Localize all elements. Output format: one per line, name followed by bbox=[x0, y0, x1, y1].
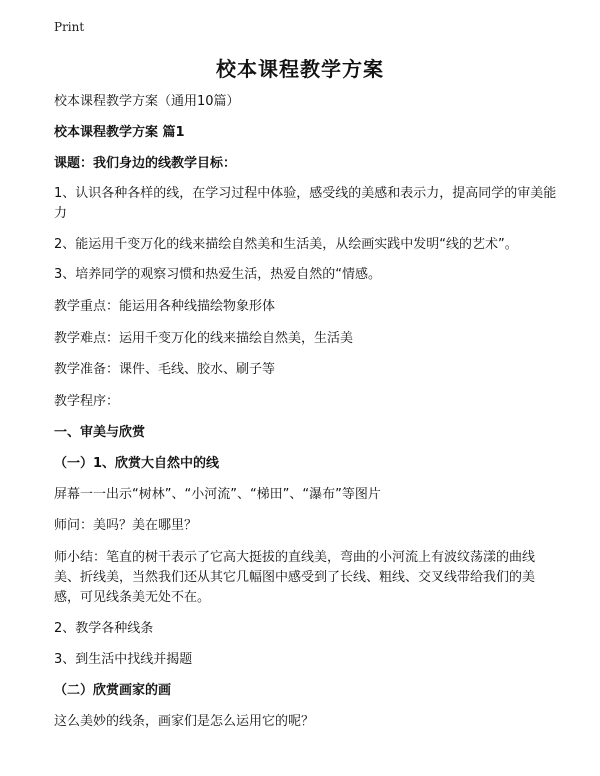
closing-question: 这么美妙的线条，画家们是怎么运用它的呢？ bbox=[54, 714, 315, 729]
teacher-question: 师问：美吗？美在哪里？ bbox=[54, 518, 198, 533]
key-point: 教学重点：能运用各种线描绘物象形体 bbox=[54, 299, 276, 314]
subsection-1-heading: （一）1、欣赏大自然中的线 bbox=[54, 456, 220, 471]
subtitle-line: 校本课程教学方案（通用10篇） bbox=[54, 94, 240, 109]
step-3: 3、到生活中找线并揭题 bbox=[54, 652, 193, 667]
objective-3: 3、培养同学的观察习惯和热爱生活，热爱自然的“情感。 bbox=[54, 267, 382, 282]
preparation: 教学准备：课件、毛线、胶水、刷子等 bbox=[54, 362, 276, 377]
teacher-summary: 师小结：笔直的树干表示了它高大挺拔的直线美，弯曲的小河流上有波纹荡漾的曲线美、折线美，当然我们还从其它几幅图中感受到了长线、粗线、交叉线带给我们的美感，可见线条美无处不在。 bbox=[54, 550, 536, 605]
lesson-topic: 课题：我们身边的线教学目标： bbox=[54, 156, 237, 171]
subsection-2-heading: （二）欣赏画家的画 bbox=[54, 683, 172, 698]
difficult-point: 教学难点：运用千变万化的线来描绘自然美，生活美 bbox=[54, 331, 354, 346]
part-one-heading: 一、审美与欣赏 bbox=[54, 425, 146, 440]
print-link[interactable]: Print bbox=[54, 20, 85, 34]
document-title: 校本课程教学方案 bbox=[216, 57, 384, 81]
objective-2: 2、能运用千变万化的线来描绘自然美和生活美，从绘画实践中发明“线的艺术”。 bbox=[54, 237, 518, 252]
step-2: 2、教学各种线条 bbox=[54, 621, 154, 636]
screen-display: 屏幕一一出示“树林”、“小河流”、“梯田”、“瀑布”等图片 bbox=[54, 487, 381, 502]
procedure-label: 教学程序： bbox=[54, 394, 120, 409]
section-heading: 校本课程教学方案 篇1 bbox=[54, 125, 185, 140]
objective-1: 1、认识各种各样的线，在学习过程中体验，感受线的美感和表示力，提高同学的审美能力 bbox=[54, 186, 557, 221]
